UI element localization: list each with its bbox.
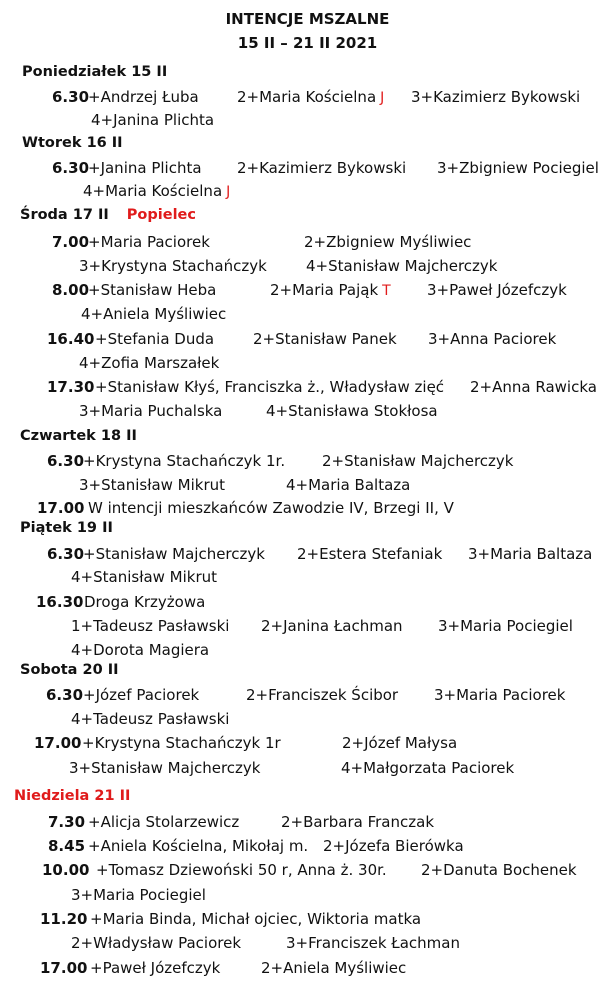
intention-line [0, 734, 615, 756]
intention-text: 3+Maria Paciorek [434, 686, 566, 704]
intention-entry [286, 476, 410, 494]
intention-entry [322, 452, 514, 470]
intention-text: 4+Aniela Myśliwiec [81, 305, 227, 323]
intention-line [0, 378, 615, 400]
day-heading [22, 135, 123, 151]
intention-text: 2+Danuta Bochenek [421, 861, 577, 879]
intention-text: 3+Maria Puchalska [79, 402, 223, 420]
intention-entry [96, 861, 387, 879]
intention-text: W intencji mieszkańców Zawodzie IV, Brzegi II, V [88, 499, 454, 517]
intention-text: Droga Krzyżowa [84, 593, 206, 611]
intention-entry [88, 281, 216, 299]
intention-text: 2+Józef Małysa [342, 734, 458, 752]
intention-entry [266, 402, 438, 420]
day-heading [14, 788, 130, 804]
feast-label: Popielec [126, 207, 196, 223]
intention-entry [438, 617, 573, 635]
intention-line [0, 182, 615, 204]
intention-entry [90, 910, 421, 928]
intention-text: +Tomasz Dziewoński 50 r, Anna ż. 30r. [96, 861, 387, 879]
intention-text: 3+Kazimierz Bykowski [411, 88, 581, 106]
intention-line [0, 545, 615, 567]
day-label: Środa 17 II [20, 207, 109, 223]
intention-line [0, 813, 615, 835]
intention-entry [69, 759, 261, 777]
intention-entry [83, 452, 285, 470]
intention-text: 3+Zbigniew Pociegiel [437, 159, 599, 177]
intention-line [0, 257, 615, 279]
intention-entry [95, 330, 214, 348]
day-heading [20, 662, 119, 678]
intention-entry [71, 886, 206, 904]
mass-time: 7.00 [52, 233, 90, 251]
intention-text: +Paweł Józefczyk [90, 959, 221, 977]
mass-time: 11.20 [40, 910, 88, 928]
intention-entry [342, 734, 457, 752]
intention-entry [421, 861, 577, 879]
intention-text: 3+Stanisław Mikrut [79, 476, 226, 494]
intention-text: 2+Józefa Bierówka [323, 837, 464, 855]
intention-text: 4+Małgorzata Paciorek [341, 759, 515, 777]
intention-line [0, 568, 615, 590]
intention-text: 2+Zbigniew Myśliwiec [304, 233, 472, 251]
intention-line [0, 233, 615, 255]
intention-entry [237, 88, 384, 106]
intention-line [0, 88, 615, 110]
intention-entry [79, 402, 222, 420]
intention-line [0, 476, 615, 498]
intention-text: 2+Stanisław Panek [253, 330, 397, 348]
intention-line [0, 710, 615, 732]
mass-time: 6.30 [46, 686, 84, 704]
intention-entry [79, 257, 267, 275]
mass-time: 6.30 [47, 452, 85, 470]
intention-text: 4+Tadeusz Pasławski [71, 710, 230, 728]
intention-text: +Stanisław Majcherczyk [83, 545, 265, 563]
intention-text: 3+Krystyna Stachańczyk [79, 257, 267, 275]
intention-line [0, 910, 615, 932]
intention-entry [304, 233, 471, 251]
intention-text: 4+Stanisława Stokłosa [266, 402, 438, 420]
intention-entry [71, 934, 241, 952]
intention-line [0, 837, 615, 859]
intention-line [0, 402, 615, 424]
intention-text: 3+Maria Pociegiel [438, 617, 573, 635]
intention-line [0, 354, 615, 376]
intention-line [0, 111, 615, 133]
intention-entry [297, 545, 442, 563]
intention-entry [434, 686, 565, 704]
intention-text: 4+Janina Plichta [91, 111, 215, 129]
day-heading [20, 207, 196, 223]
intention-text: +Stanisław Kłyś, Franciszka ż., Władysław zięć [95, 378, 445, 396]
intention-entry [411, 88, 580, 106]
intention-entry [437, 159, 599, 177]
intention-entry [468, 545, 592, 563]
intention-text: 2+Maria Kościelna [237, 88, 377, 106]
intention-text: +Krystyna Stachańczyk 1r [82, 734, 281, 752]
date-range: 15 II – 21 II 2021 [237, 34, 378, 52]
intention-text: +Janina Plichta [88, 159, 202, 177]
mass-time: 6.30 [52, 159, 90, 177]
intention-entry [83, 182, 230, 200]
intention-text: 1+Tadeusz Pasławski [71, 617, 230, 635]
intention-line [0, 959, 615, 981]
intention-entry [286, 934, 460, 952]
intention-text: 2+Władysław Paciorek [71, 934, 242, 952]
mass-time: 17.00 [37, 499, 85, 517]
intention-text: 2+Estera Stefaniak [297, 545, 443, 563]
mass-time: 7.30 [48, 813, 86, 831]
intention-text: 2+Barbara Franczak [281, 813, 435, 831]
intention-text: 4+Stanisław Majcherczyk [306, 257, 498, 275]
intention-text: 4+Dorota Magiera [71, 641, 210, 659]
intention-line [0, 886, 615, 908]
intention-line [0, 499, 615, 521]
red-mark: J [380, 90, 385, 106]
intention-text: 2+Aniela Myśliwiec [261, 959, 407, 977]
intention-entry [88, 499, 454, 517]
intention-text: +Stanisław Heba [88, 281, 217, 299]
mass-time: 17.30 [47, 378, 95, 396]
intention-line [0, 330, 615, 352]
intention-line [0, 641, 615, 663]
intention-line [0, 617, 615, 639]
intention-line [0, 593, 615, 615]
intention-entry [88, 88, 199, 106]
mass-time: 10.00 [42, 861, 90, 879]
intention-text: 3+Maria Pociegiel [71, 886, 206, 904]
mass-time: 8.45 [48, 837, 86, 855]
intention-text: +Maria Paciorek [88, 233, 210, 251]
intention-text: 2+Franciszek Ścibor [246, 686, 399, 704]
intention-text: 2+Kazimierz Bykowski [237, 159, 407, 177]
intention-entry [88, 813, 239, 831]
intention-entry [71, 641, 209, 659]
intention-entry [83, 686, 199, 704]
day-label: Poniedziałek 15 II [22, 64, 168, 80]
intention-entry [88, 233, 210, 251]
intention-entry [306, 257, 498, 275]
intention-entry [71, 710, 229, 728]
intention-text: +Alicja Stolarzewicz [88, 813, 240, 831]
red-mark: T [382, 283, 391, 299]
intention-entry [261, 617, 403, 635]
intention-entry [91, 111, 214, 129]
intention-text: 3+Franciszek Łachman [286, 934, 460, 952]
intention-text: 3+Paweł Józefczyk [427, 281, 567, 299]
intention-entry [79, 476, 225, 494]
day-label: Sobota 20 II [20, 662, 119, 678]
intention-entry [470, 378, 597, 396]
intention-text: +Andrzej Łuba [88, 88, 199, 106]
intention-text: +Stefania Duda [95, 330, 215, 348]
intention-text: +Aniela Kościelna, Mikołaj m. [88, 837, 309, 855]
mass-time: 6.30 [52, 88, 90, 106]
intention-entry [323, 837, 464, 855]
mass-time: 16.30 [36, 593, 84, 611]
mass-time: 16.40 [47, 330, 95, 348]
intention-entry [428, 330, 556, 348]
intention-entry [88, 159, 202, 177]
intention-entry [341, 759, 514, 777]
intention-entry [246, 686, 398, 704]
day-label: Niedziela 21 II [14, 788, 131, 804]
intention-text: 3+Anna Paciorek [428, 330, 557, 348]
day-label: Piątek 19 II [20, 520, 113, 536]
intention-text: 4+Maria Kościelna [83, 182, 223, 200]
day-label: Czwartek 18 II [20, 428, 137, 444]
intention-entry [83, 545, 265, 563]
intention-entry [281, 813, 434, 831]
intention-text: +Maria Binda, Michał ojciec, Wiktoria matka [90, 910, 422, 928]
intention-entry [84, 593, 205, 611]
intention-entry [95, 378, 444, 396]
intention-entry [79, 354, 219, 372]
intention-line [0, 281, 615, 303]
intention-entry [261, 959, 406, 977]
intention-line [0, 861, 615, 883]
intention-text: +Józef Paciorek [83, 686, 200, 704]
intention-text: 4+Zofia Marszałek [79, 354, 220, 372]
mass-time: 6.30 [47, 545, 85, 563]
mass-time: 17.00 [40, 959, 88, 977]
intention-line [0, 159, 615, 181]
intention-entry [71, 568, 217, 586]
intention-entry [270, 281, 391, 299]
intention-text: 2+Stanisław Majcherczyk [322, 452, 514, 470]
intention-line [0, 934, 615, 956]
intention-line [0, 305, 615, 327]
intention-text: 2+Janina Łachman [261, 617, 403, 635]
intention-text: 3+Maria Baltaza [468, 545, 593, 563]
intention-entry [90, 959, 220, 977]
intention-entry [81, 305, 226, 323]
red-mark: J [226, 184, 231, 200]
intention-text: 3+Stanisław Majcherczyk [69, 759, 261, 777]
intention-text: +Krystyna Stachańczyk 1r. [83, 452, 286, 470]
intention-line [0, 452, 615, 474]
intention-entry [82, 734, 281, 752]
intention-entry [237, 159, 406, 177]
intention-entry [71, 617, 229, 635]
intention-entry [253, 330, 397, 348]
intention-text: 2+Maria Pająk [270, 281, 379, 299]
mass-time: 8.00 [52, 281, 90, 299]
intention-entry [427, 281, 567, 299]
day-heading [20, 520, 113, 536]
intention-entry [88, 837, 308, 855]
intention-line [0, 759, 615, 781]
mass-time: 17.00 [34, 734, 82, 752]
day-heading [22, 64, 167, 80]
day-label: Wtorek 16 II [22, 135, 123, 151]
intention-text: 4+Stanisław Mikrut [71, 568, 218, 586]
intention-text: 2+Anna Rawicka [470, 378, 597, 396]
page-title: INTENCJE MSZALNE [225, 10, 390, 28]
intention-line [0, 686, 615, 708]
day-heading [20, 428, 137, 444]
intention-text: 4+Maria Baltaza [286, 476, 411, 494]
